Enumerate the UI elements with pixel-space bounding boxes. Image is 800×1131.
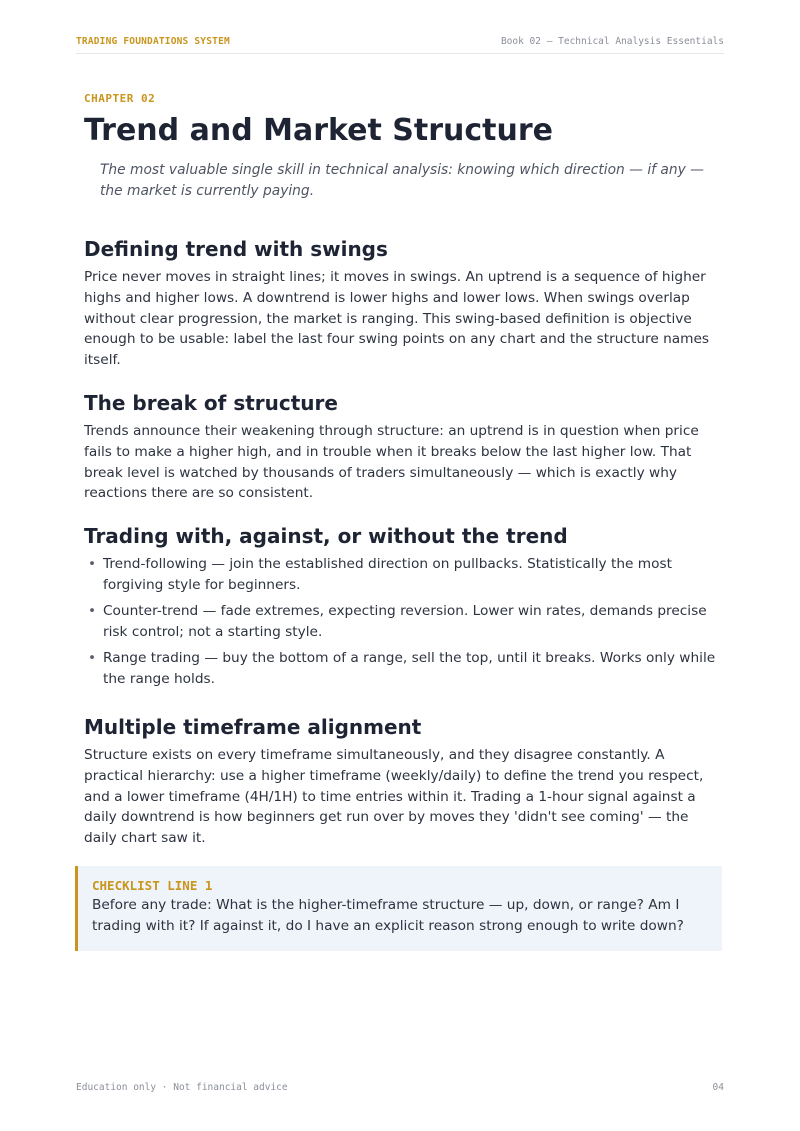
section-break-of-structure [84, 390, 722, 504]
list-item-text: Trend-following — join the established direction on pullbacks. Statistically the most forgiving style for beginners. [103, 556, 672, 593]
section-body: Trends announce their weakening through structure: an uptrend is in question when price fails to make a higher high, and in trouble when it breaks below the last higher low. That break level is watched by thousands of traders simultaneously — which is exactly why reactions there are so consistent. [84, 422, 699, 502]
chapter-title: Trend and Market Structure [84, 113, 553, 148]
running-header [76, 36, 724, 54]
section-heading: Multiple timeframe alignment [84, 714, 422, 739]
footer-disclaimer: Education only · Not financial advice [76, 1082, 288, 1093]
chapter-label: CHAPTER 02 [84, 92, 156, 105]
book-title: Book 02 — Technical Analysis Essentials [500, 36, 724, 47]
page-content [84, 92, 722, 951]
list-item [84, 601, 722, 643]
section-heading: The break of structure [84, 390, 338, 415]
list-item [84, 648, 722, 690]
checklist-callout [75, 866, 722, 951]
section-heading: Trading with, against, or without the trend [84, 524, 568, 549]
list-item [84, 554, 722, 596]
section-defining-trend [84, 236, 722, 371]
list-item-text: Range trading — buy the bottom of a range, sell the top, until it breaks. Works only while the range holds. [103, 650, 716, 688]
bullet-icon: • [88, 556, 97, 573]
page-number: 04 [712, 1082, 724, 1093]
section-timeframe-alignment [84, 714, 722, 849]
bullet-icon: • [88, 603, 97, 620]
section-trading-styles [84, 523, 722, 690]
section-body: Price never moves in straight lines; it moves in swings. An uptrend is a sequence of higher highs and higher lows. A downtrend is lower highs and lower lows. When swings overlap without clear progression, the market is ranging. This swing-based definition is objective enough to be usable: label the last four swing points on any chart and the structure names itself. [84, 269, 710, 369]
callout-text: Before any trade: What is the higher-timeframe structure — up, down, or range? Am I trading with it? If against it, do I have an explicit reason strong enough to write down? [92, 896, 684, 934]
bullet-icon: • [88, 650, 97, 667]
bullet-list [84, 554, 722, 690]
section-body: Structure exists on every timeframe simultaneously, and they disagree constantly. A practical hierarchy: use a higher timeframe (weekly/daily) to define the trend you respect, and a lower timeframe (4H/1H) to time entries within it. Trading a 1-hour signal against a daily downtrend is how beginners get run over by moves they 'didn't see coming' — the daily chart saw it. [84, 746, 704, 847]
callout-label: CHECKLIST LINE 1 [92, 877, 213, 893]
section-heading: Defining trend with swings [84, 237, 388, 261]
running-footer [76, 1082, 724, 1093]
chapter-lead: The most valuable single skill in technical analysis: knowing which direction — if any — the market is currently paying. [100, 162, 704, 199]
brand-label: TRADING FOUNDATIONS SYSTEM [76, 36, 230, 47]
list-item-text: Counter-trend — fade extremes, expecting reversion. Lower win rates, demands precise risk control; not a starting style. [103, 603, 707, 641]
